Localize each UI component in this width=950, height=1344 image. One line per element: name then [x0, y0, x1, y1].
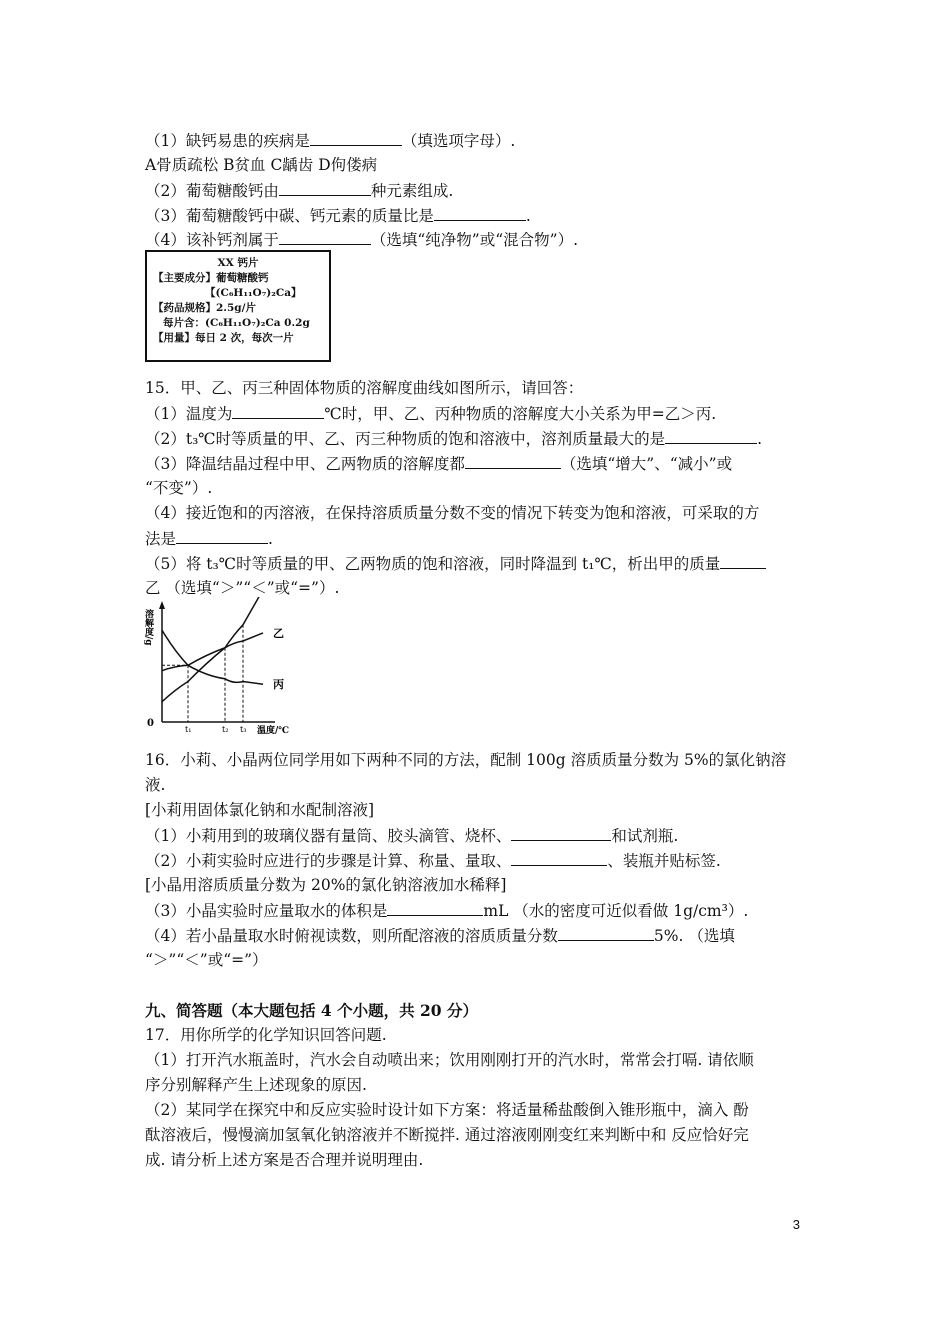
y-axis-arrow: [159, 601, 165, 609]
q17-line2b: 酞溶液后，慢慢滴加氢氧化钠溶液并不断搅拌. 通过溶液刚刚变红来判断中和 反应恰好完: [145, 1126, 749, 1144]
q16-line1: （1）小莉用到的玻璃仪器有量筒、胶头滴管、烧杯、 和试剂瓶.: [145, 827, 679, 845]
q16-line4b: “＞”“＜”或“=”）: [145, 951, 268, 969]
label-content: 每片含：(C₆H₁₁O₇)₂Ca 0.2g: [163, 317, 310, 329]
tick-label: t₃: [240, 725, 247, 734]
q16-head2: [小晶用溶质质量分数为 20%的氯化钠溶液加水稀释]: [145, 876, 507, 894]
answer-blank[interactable]: [232, 403, 324, 419]
origin-label: 0: [147, 718, 154, 729]
answer-blank[interactable]: [558, 925, 654, 941]
answer-blank[interactable]: [279, 180, 371, 196]
section-heading: 九、简答题（本大题包括 4 个小题，共 20 分）: [145, 1001, 478, 1020]
answer-blank[interactable]: [465, 453, 561, 469]
label-dosage: 【用量】每日 2 次，每次一片: [153, 332, 294, 344]
curve-label: 丙: [273, 678, 284, 692]
tick-label: t₁: [185, 725, 192, 734]
q15-line2: （2）t₃℃时等质量的甲、乙、丙三种物质的饱和溶液中，溶剂质量最大的是 .: [145, 430, 763, 448]
q16-intro-b: 液.: [145, 776, 166, 794]
label-spec: 【药品规格】2.5g/片: [153, 302, 256, 314]
curve-label: 乙: [273, 626, 284, 640]
answer-blank[interactable]: [310, 130, 402, 146]
q17-line2c: 成. 请分析上述方案是否合理并说明理由.: [145, 1151, 424, 1169]
answer-blank[interactable]: [511, 825, 611, 841]
medicine-label: [145, 250, 331, 362]
label-ingredient: 【主要成分】葡萄糖酸钙: [153, 272, 269, 284]
q14-line4: （4）该补钙剂属于 （选填“纯净物”或“混合物”）.: [145, 231, 578, 249]
q17-title: 17．用你所学的化学知识回答问题.: [145, 1026, 387, 1044]
q17-line1b: 序分别解释产生上述现象的原因.: [145, 1076, 367, 1094]
q16-line4: （4）若小晶量取水时俯视读数，则所配溶液的溶质质量分数 5%. （选填: [145, 927, 735, 945]
page-number: 3: [792, 1217, 800, 1232]
y-axis-label: 溶解度/g: [143, 609, 153, 646]
label-formula: 【(C₆H₁₁O₇)₂Ca】: [205, 287, 302, 299]
q15-line5: （5）将 t₃℃时等质量的甲、乙两物质的饱和溶液，同时降温到 t₁℃，析出甲的质量: [145, 553, 766, 574]
q14-line1: （1）缺钙易患的疾病是 （填选项字母）.: [145, 132, 516, 150]
solubility-chart: [143, 597, 293, 737]
answer-blank[interactable]: [434, 205, 526, 221]
q16-intro: 16．小莉、小晶两位同学用如下两种不同的方法，配制 100g 溶质质量分数为 5%的氯化钠溶: [145, 751, 787, 769]
q15-line1: （1）温度为 ℃时，甲、乙、丙种物质的溶解度大小关系为甲=乙＞丙.: [145, 405, 717, 423]
x-axis-label: 温度/℃: [257, 726, 290, 736]
answer-blank[interactable]: [511, 850, 607, 866]
answer-blank[interactable]: [279, 229, 371, 245]
q17-line1: （1）打开汽水瓶盖时，汽水会自动喷出来；饮用刚刚打开的汽水时，常常会打嗝. 请依顺: [145, 1051, 754, 1069]
q15-line4b: 法是 .: [145, 530, 273, 548]
q14-options: A骨质疏松 B贫血 C龋齿 D佝偻病: [145, 156, 378, 174]
q16-line3: （3）小晶实验时应量取水的体积是 mL （水的密度可近似看做 1g/cm³）.: [145, 902, 749, 920]
q17-line2: （2）某同学在探究中和反应实验时设计如下方案：将适量稀盐酸倒入锥形瓶中，滴入 酚: [145, 1101, 749, 1119]
q15-intro: 15．甲、乙、丙三种固体物质的溶解度曲线如图所示，请回答：: [145, 379, 584, 397]
q15-line3: （3）降温结晶过程中甲、乙两物质的溶解度都 （选填“增大”、“减小”或: [145, 455, 733, 473]
q16-line2: （2）小莉实验时应进行的步骤是计算、称量、量取、 、装瓶并贴标签.: [145, 852, 721, 870]
tick-label: t₂: [222, 725, 229, 734]
label-title: XX 钙片: [217, 257, 259, 269]
q16-head1: [小莉用固体氯化钠和水配制溶液]: [145, 801, 375, 819]
answer-blank[interactable]: [176, 528, 268, 544]
q15-line4: （4）接近饱和的丙溶液，在保持溶质质量分数不变的情况下转变为饱和溶液，可采取的方: [145, 504, 760, 522]
answer-blank[interactable]: [665, 428, 757, 444]
q15-line3b: “不变”）.: [145, 479, 213, 497]
q15-line5b: 乙 （选填“＞”“＜”或“=”）.: [145, 579, 340, 597]
curve-甲: [162, 597, 263, 702]
answer-blank[interactable]: [720, 553, 766, 569]
q14-line3: （3）葡萄糖酸钙中碳、钙元素的质量比是 .: [145, 207, 531, 225]
q14-line2: （2）葡萄糖酸钙由 种元素组成.: [145, 182, 454, 200]
answer-blank[interactable]: [387, 900, 483, 916]
